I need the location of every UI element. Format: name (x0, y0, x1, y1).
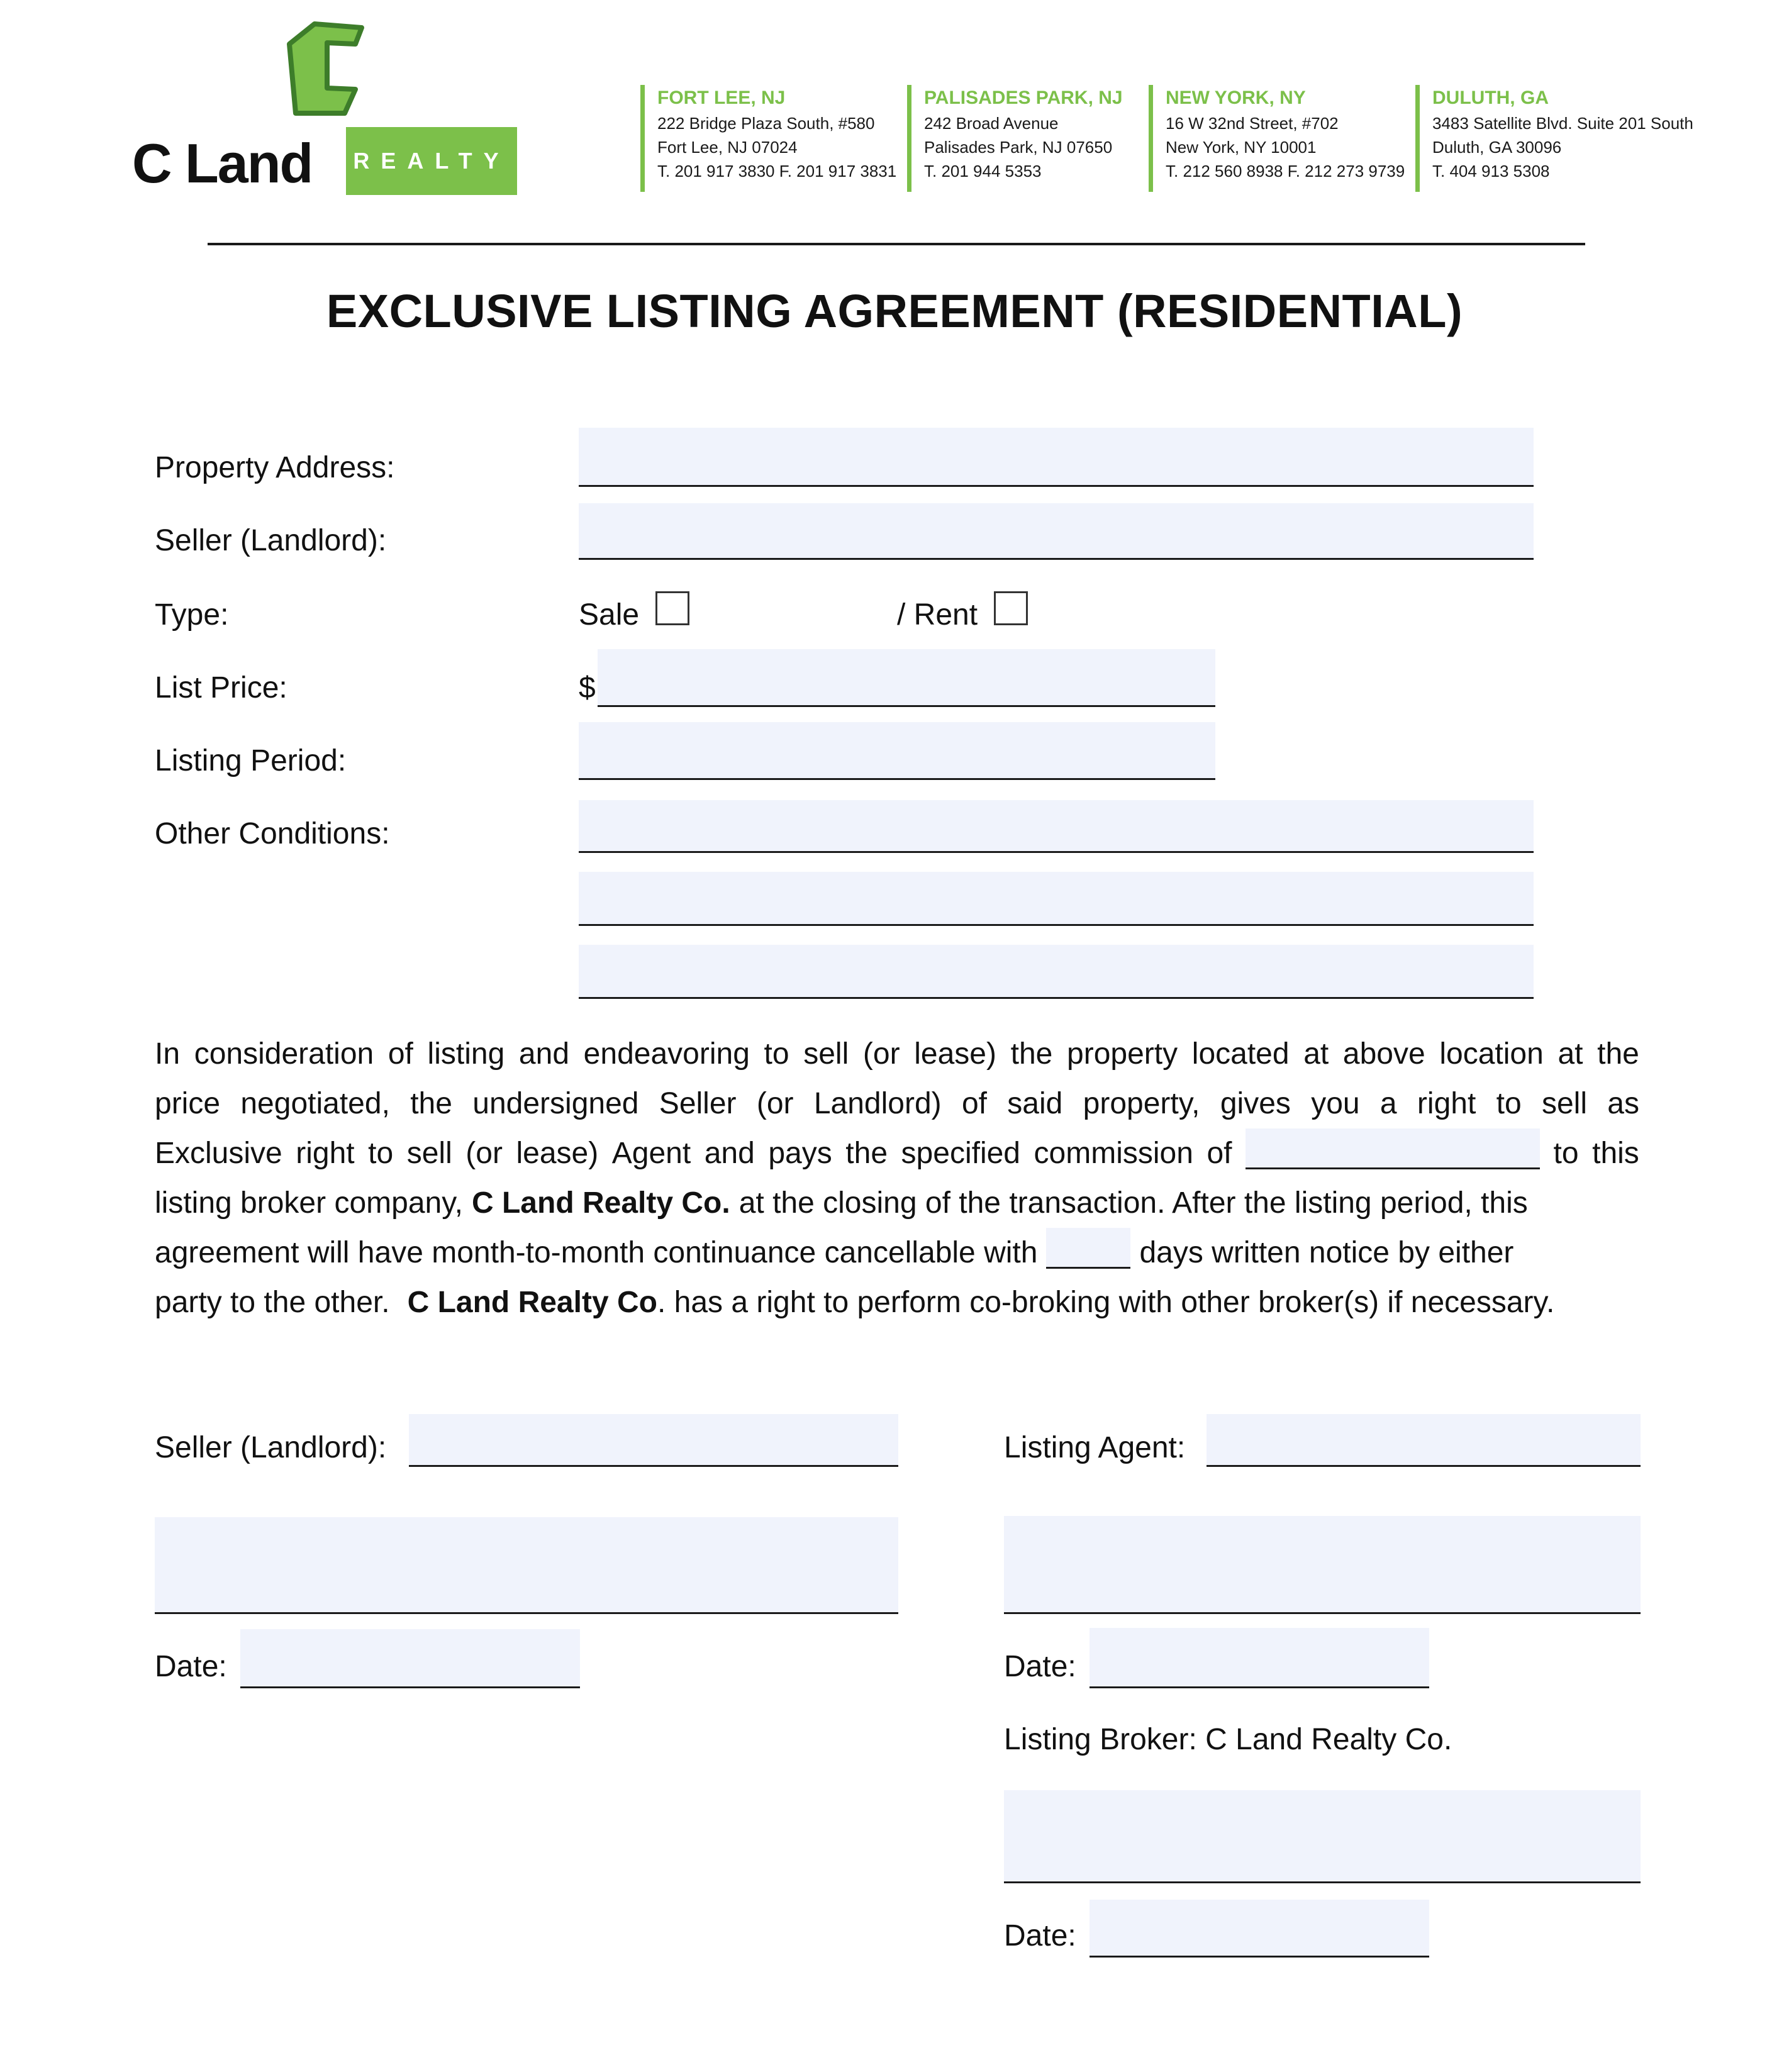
seller-name-field[interactable] (409, 1414, 898, 1467)
paragraph-word: lease) (914, 1037, 996, 1071)
paragraph-word: of (961, 1087, 987, 1120)
paragraph-word: sell (1541, 1087, 1587, 1120)
paragraph-row-5 (155, 1228, 1639, 1278)
paragraph-word: said (1007, 1087, 1063, 1120)
logo-brand-text: C Land (132, 132, 313, 194)
paragraph-word: Exclusive (155, 1137, 282, 1170)
paragraph-word: as (1607, 1087, 1639, 1120)
paragraph-row-3 (155, 1128, 1639, 1178)
paragraph-word: Agent (611, 1137, 691, 1170)
seller-signature-label: Seller (Landlord): (155, 1431, 387, 1464)
other-conditions-field-3[interactable] (579, 945, 1534, 999)
office-line: T. 201 944 5353 (924, 162, 1042, 181)
seller-signature-field[interactable] (155, 1517, 898, 1614)
paragraph-word: above (1342, 1037, 1425, 1071)
paragraph-text: at the closing of the transaction. After the listing period, this (738, 1186, 1528, 1220)
paragraph-word: the (1597, 1037, 1639, 1071)
paragraph-word: at (1303, 1037, 1329, 1071)
paragraph-word: sell (803, 1037, 849, 1071)
paragraph-word: specified (901, 1137, 1020, 1170)
paragraph-row-1 (155, 1029, 1639, 1079)
paragraph-word: (or (465, 1137, 503, 1170)
office-line: T. 404 913 5308 (1432, 162, 1550, 181)
seller-date-label: Date: (155, 1650, 227, 1683)
paragraph-word: of (1207, 1137, 1232, 1170)
paragraph-word: (or (756, 1087, 794, 1120)
paragraph-word: the (410, 1087, 452, 1120)
office-line: T. 212 560 8938 F. 212 273 9739 (1166, 162, 1405, 181)
paragraph-text: listing broker company, (155, 1186, 463, 1220)
seller-date-field[interactable] (240, 1629, 580, 1688)
property-address-label: Property Address: (155, 451, 395, 484)
list-price-field[interactable] (598, 649, 1215, 707)
paragraph-word: to (1496, 1087, 1522, 1120)
office-line: New York, NY 10001 (1166, 138, 1317, 157)
property-address-field[interactable] (579, 428, 1534, 487)
sale-checkbox[interactable] (655, 591, 689, 625)
paragraph-word: you (1311, 1087, 1360, 1120)
listing-agent-signature-field[interactable] (1004, 1516, 1641, 1614)
paragraph-word: location (1439, 1037, 1544, 1071)
type-label: Type: (155, 598, 229, 632)
listing-period-label: Listing Period: (155, 744, 347, 777)
office-line: 3483 Satellite Blvd. Suite 201 South (1432, 114, 1693, 133)
agreement-paragraph (155, 1029, 1639, 1327)
listing-agent-label: Listing Agent: (1004, 1431, 1186, 1464)
paragraph-row-4 (155, 1178, 1639, 1228)
other-conditions-label: Other Conditions: (155, 817, 390, 850)
paragraph-row-2 (155, 1079, 1639, 1128)
company-name-bold: C Land Realty Co (407, 1286, 657, 1319)
list-price-label: List Price: (155, 671, 287, 705)
paragraph-word: the (845, 1137, 888, 1170)
office-line: Duluth, GA 30096 (1432, 138, 1562, 157)
paragraph-word: gives (1220, 1087, 1291, 1120)
paragraph-word: right (1417, 1087, 1476, 1120)
paragraph-word: (or (862, 1037, 900, 1071)
office-palisades-park (907, 85, 1123, 192)
paragraph-word: commission (1034, 1137, 1193, 1170)
office-city: DULUTH, GA (1432, 87, 1549, 108)
paragraph-word: the (1010, 1037, 1053, 1071)
office-duluth (1415, 85, 1693, 192)
paragraph-word: property (1067, 1037, 1178, 1071)
paragraph-word: pays (768, 1137, 832, 1170)
office-line: T. 201 917 3830 F. 201 917 3831 (657, 162, 897, 181)
paragraph-text: agreement will have month-to-month continuance cancellable with (155, 1236, 1038, 1269)
office-fort-lee (640, 85, 896, 192)
logo-mark-icon (277, 19, 371, 126)
paragraph-word: price (155, 1087, 221, 1120)
document-title: EXCLUSIVE LISTING AGREEMENT (RESIDENTIAL) (326, 285, 1463, 337)
office-line: 16 W 32nd Street, #702 (1166, 114, 1339, 133)
paragraph-word: and (704, 1137, 755, 1170)
paragraph-row-6 (155, 1278, 1639, 1327)
header-divider (208, 243, 1585, 245)
listing-broker-signature-field[interactable] (1004, 1790, 1641, 1883)
paragraph-word: to (1553, 1137, 1579, 1170)
paragraph-word: located (1191, 1037, 1290, 1071)
notice-days-field[interactable] (1046, 1228, 1130, 1269)
sale-label: Sale (579, 598, 640, 632)
seller-label: Seller (Landlord): (155, 524, 387, 557)
commission-field[interactable] (1246, 1128, 1540, 1169)
other-conditions-field-2[interactable] (579, 872, 1534, 926)
paragraph-text: . has a right to perform co-broking with other broker(s) if necessary. (657, 1286, 1555, 1319)
company-logo (132, 19, 522, 201)
paragraph-word: In (155, 1037, 181, 1071)
paragraph-word: at (1558, 1037, 1583, 1071)
paragraph-word: and (518, 1037, 570, 1071)
paragraph-word: lease) (516, 1137, 599, 1170)
office-line: Palisades Park, NJ 07650 (924, 138, 1113, 157)
paragraph-text: party to the other. (155, 1286, 390, 1319)
listing-broker-date-field[interactable] (1090, 1900, 1429, 1958)
currency-symbol: $ (579, 671, 596, 705)
listing-agent-name-field[interactable] (1207, 1414, 1641, 1467)
rent-checkbox[interactable] (994, 591, 1028, 625)
office-new-york (1149, 85, 1405, 192)
listing-broker-date-label: Date: (1004, 1919, 1076, 1952)
company-name-bold: C Land Realty Co. (471, 1186, 730, 1220)
paragraph-word: endeavoring (583, 1037, 750, 1071)
paragraph-word: of (387, 1037, 413, 1071)
office-city: FORT LEE, NJ (657, 87, 786, 108)
office-line: 222 Bridge Plaza South, #580 (657, 114, 875, 133)
seller-field[interactable] (579, 503, 1534, 560)
rent-label: / Rent (897, 598, 978, 632)
paragraph-word: undersigned (472, 1087, 639, 1120)
listing-agent-date-label: Date: (1004, 1650, 1076, 1683)
logo-realty-text: REALTY (353, 148, 510, 174)
paragraph-word: a (1379, 1087, 1397, 1120)
paragraph-text: days written notice by either (1139, 1236, 1514, 1269)
office-city: PALISADES PARK, NJ (924, 87, 1123, 108)
office-line: Fort Lee, NJ 07024 (657, 138, 798, 157)
paragraph-word: right (296, 1137, 355, 1170)
paragraph-word: property, (1083, 1087, 1200, 1120)
office-line: 242 Broad Avenue (924, 114, 1059, 133)
logo-realty-badge (346, 127, 517, 195)
paragraph-word: Landlord) (813, 1087, 942, 1120)
office-city: NEW YORK, NY (1166, 87, 1306, 108)
other-conditions-field-1[interactable] (579, 800, 1534, 853)
paragraph-word: this (1592, 1137, 1639, 1170)
paragraph-word: to (368, 1137, 394, 1170)
listing-agent-date-field[interactable] (1090, 1628, 1429, 1688)
listing-broker-label: Listing Broker: C Land Realty Co. (1004, 1723, 1452, 1756)
paragraph-word: sell (406, 1137, 452, 1170)
paragraph-word: to (764, 1037, 789, 1071)
paragraph-word: negotiated, (240, 1087, 390, 1120)
paragraph-word: listing (427, 1037, 505, 1071)
paragraph-word: Seller (659, 1087, 737, 1120)
paragraph-word: consideration (194, 1037, 374, 1071)
listing-period-field[interactable] (579, 722, 1215, 780)
